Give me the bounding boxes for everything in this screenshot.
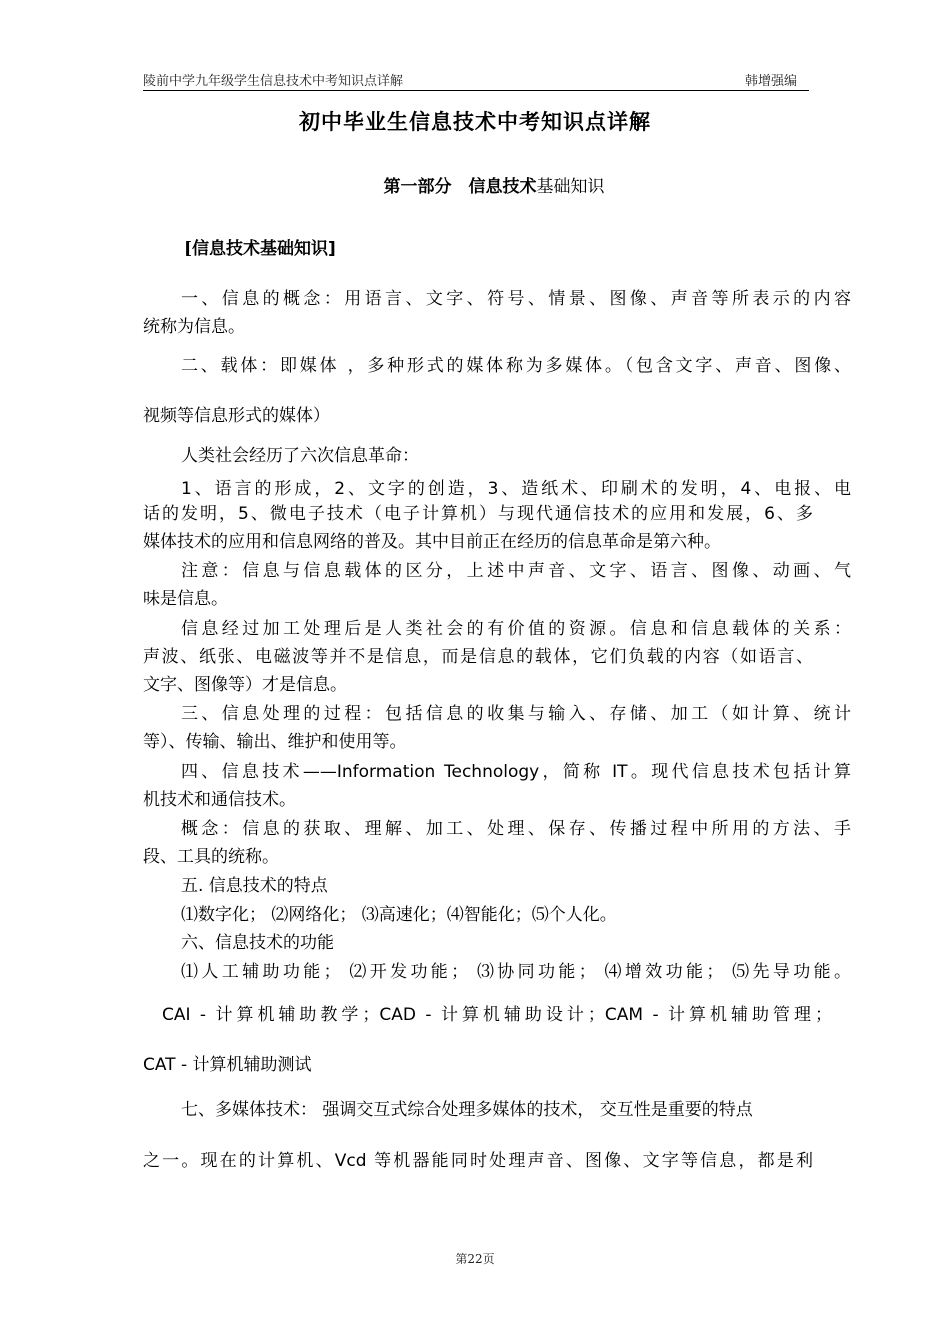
paragraph-line: 媒体技术的应用和信息网络的普及。其中目前正在经历的信息革命是第六种。 [143, 532, 721, 552]
paragraph-line: 一、信息的概念：用语言、文字、符号、情景、图像、声音等所表示的内容 [181, 289, 851, 309]
paragraph-line: 文字、图像等）才是信息。 [143, 675, 347, 695]
paragraph-line: 五. 信息技术的特点 [181, 876, 328, 896]
section-label: 信息技术基础知识] [192, 239, 336, 259]
paragraph-line: 声波、纸张、电磁波等并不是信息，而是信息的载体，它们负载的内容（如语言、 [143, 647, 813, 667]
paragraph-line: 话的发明，5、微电子技术（电子计算机）与现代通信技术的应用和发展，6、多 [143, 504, 813, 524]
paragraph-line: 1、语言的形成，2、文字的创造，3、造纸术、印刷术的发明，4、电报、电 [181, 479, 851, 499]
paragraph-line: 等）、传输、输出、维护和使用等。 [143, 732, 407, 752]
paragraph-line: 三、信息处理的过程：包括信息的收集与输入、存储、加工（如计算、统计 [181, 704, 851, 724]
paragraph-line: 味是信息。 [143, 589, 228, 609]
paragraph-line: CAI - 计算机辅助教学；CAD - 计算机辅助设计；CAM - 计算机辅助管理； [162, 1005, 832, 1025]
paragraph-line: 概念：信息的获取、理解、加工、处理、保存、传播过程中所用的方法、手 [181, 819, 851, 839]
paragraph-line: 信息经过加工处理后是人类社会的有价值的资源。信息和信息载体的关系： [181, 619, 851, 639]
paragraph-line: 二、载体：即媒体 ，多种形式的媒体称为多媒体。（包含文字、声音、图像、 [181, 356, 851, 376]
part-heading-bold: 第一部分 信息技术 [383, 177, 537, 197]
header-author: 韩增强编 [744, 74, 797, 89]
paragraph-line: 七、多媒体技术： 强调交互式综合处理多媒体的技术， 交互性是重要的特点 [181, 1100, 753, 1120]
page-number: 第22页 [455, 1252, 495, 1266]
paragraph-line: CAT - 计算机辅助测试 [143, 1055, 312, 1075]
paragraph-line: 段、工具的统称。 [143, 847, 279, 867]
paragraph-line: 视频等信息形式的媒体） [143, 406, 330, 426]
section-heading [184, 234, 336, 259]
paragraph-line: 注意：信息与信息载体的区分，上述中声音、文字、语言、图像、动画、气 [181, 561, 851, 581]
section-bracket: [ [184, 239, 193, 259]
paragraph-line: 人类社会经历了六次信息革命： [181, 446, 419, 466]
paragraph-line: 统称为信息。 [143, 317, 245, 337]
paragraph-line: 六、信息技术的功能 [181, 933, 334, 953]
paragraph-line: 机技术和通信技术。 [143, 790, 296, 810]
part-heading-normal: 基础知识 [536, 177, 605, 197]
page-header [143, 70, 809, 91]
paragraph-line: 之一。现在的计算机、Vcd 等机器能同时处理声音、图像、文字等信息，都是利 [143, 1151, 813, 1171]
paragraph-line: ⑴人工辅助功能； ⑵开发功能； ⑶协同功能； ⑷增效功能； ⑸先导功能。 [181, 962, 851, 982]
paragraph-line: 四、信息技术——Information Technology，简称 IT。现代信息技术包括计算 [181, 762, 851, 782]
paragraph-line: ⑴数字化； ⑵网络化； ⑶高速化；⑷智能化；⑸个人化。 [181, 905, 617, 925]
header-school-title: 陵前中学九年级学生信息技术中考知识点详解 [143, 74, 404, 89]
document-title: 初中毕业生信息技术中考知识点详解 [299, 110, 651, 134]
part-heading [0, 172, 950, 197]
